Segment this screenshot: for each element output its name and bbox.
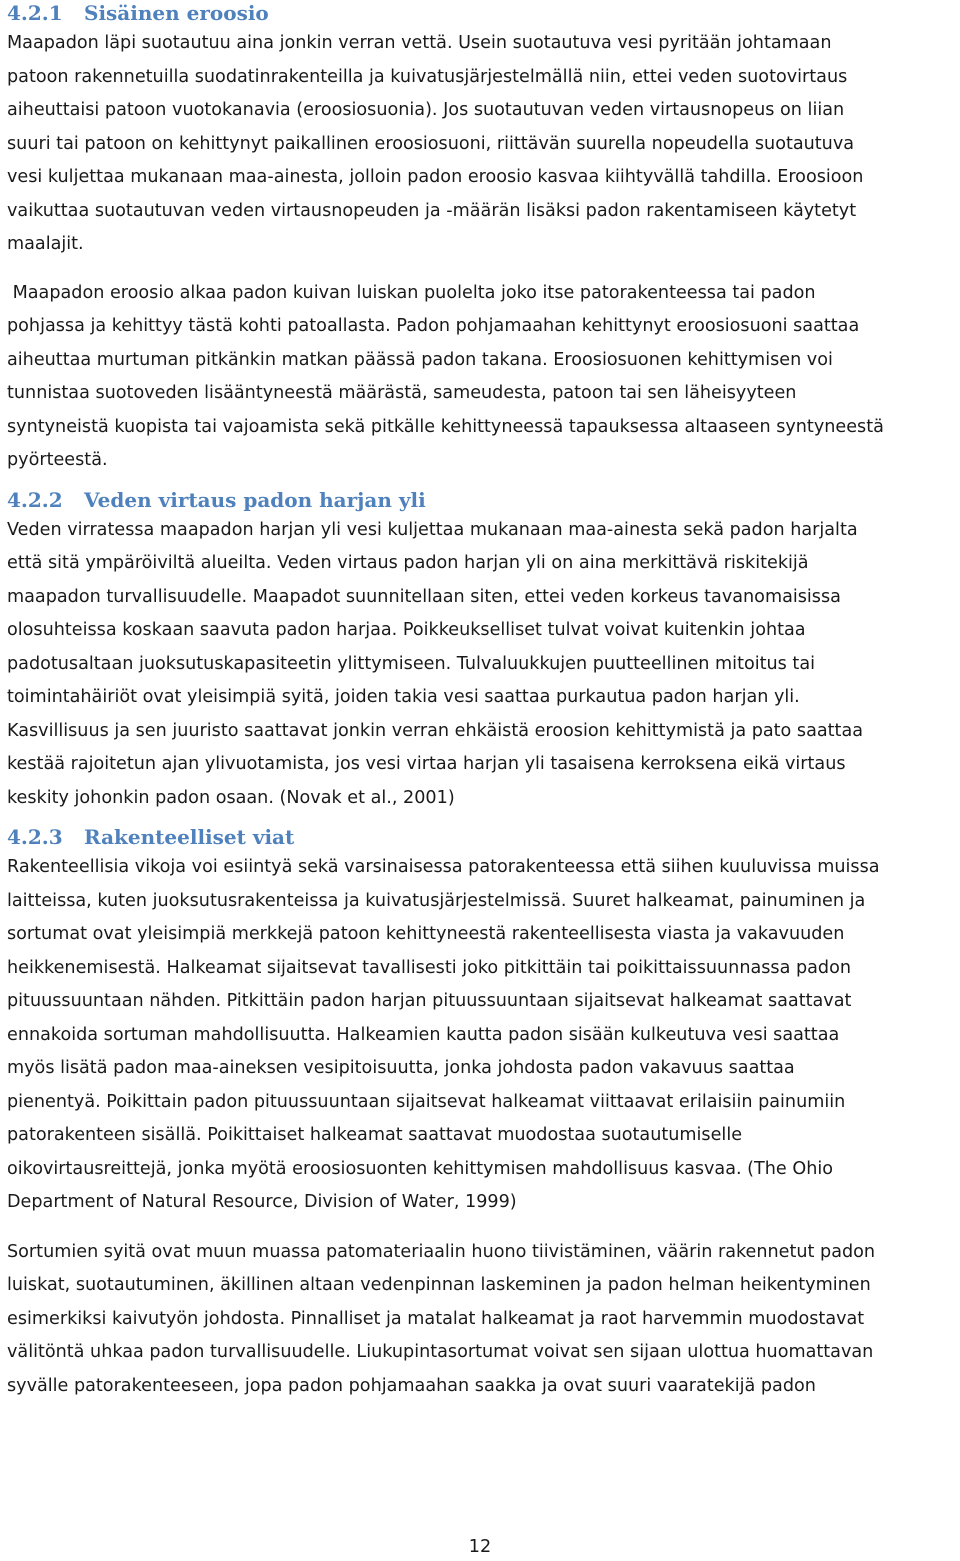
- section-number: 4.2.3: [7, 825, 63, 849]
- text-line: toimintahäiriöt ovat yleisimpiä syitä, joiden takia vesi saattaa purkautua padon harjan yli.: [7, 687, 800, 707]
- text-line: maalajit.: [7, 234, 84, 254]
- text-line: tunnistaa suotoveden lisääntyneestä määrästä, sameudesta, patoon tai sen läheisyyteen: [7, 383, 797, 403]
- text-line: Rakenteellisia vikoja voi esiintyä sekä varsinaisessa patorakenteessa että siihen kuuluvissa muissa: [7, 857, 880, 877]
- paragraph: [7, 514, 957, 816]
- text-line: heikkenemisestä. Halkeamat sijaitsevat tavallisesti joko pitkittäin tai poikittaissuunnassa padon: [7, 957, 851, 978]
- text-line: myös lisätä padon maa-aineksen vesipitoisuutta, jonka johdosta padon vakavuus saattaa: [7, 1058, 795, 1078]
- paragraph: [7, 1236, 957, 1404]
- section-heading-4-2-1: [7, 0, 957, 29]
- text-line: syntyneistä kuopista tai vajoamista sekä pitkälle kehittyneessä tapauksessa altaaseen syntyneestä: [7, 416, 884, 437]
- text-line: Kasvillisuus ja sen juuristo saattavat jonkin verran ehkäistä eroosion kehittymistä ja pato saattaa: [7, 720, 864, 741]
- section-title: Veden virtaus padon harjan yli: [84, 487, 426, 512]
- text-line: laitteissa, kuten juoksutusrakenteissa ja kuivatusjärjestelmissä. Suuret halkeamat, painuminen ja: [7, 890, 866, 911]
- text-line: aiheuttaisi patoon vuotokanavia (eroosiosuonia). Jos suotautuvan veden virtausnopeus on liian: [7, 100, 845, 120]
- text-line: pituussuuntaan nähden. Pitkittäin padon harjan pituussuuntaan sijaitsevat halkeamat saattavat: [7, 991, 852, 1011]
- text-line: Maapadon läpi suotautuu aina jonkin verran vettä. Usein suotautuva vesi pyritään johtamaan: [7, 33, 832, 53]
- section-number: 4.2.1: [7, 1, 63, 25]
- text-line: vaikuttaa suotautuvan veden virtausnopeuden ja -määrän lisäksi padon rakentamiseen käytetyt: [7, 200, 857, 221]
- text-line: vesi kuljettaa mukanaan maa-ainesta, jolloin padon eroosio kasvaa kiihtyvällä tahdilla. Eroosioon: [7, 167, 864, 187]
- document-page: [7, 0, 957, 1403]
- text-line: kestää rajoitetun ajan ylivuotamista, jos vesi virtaa harjan yli tasaisena kerroksena eikä virtaus: [7, 754, 846, 774]
- text-line: luiskat, suotautuminen, äkillinen altaan vedenpinnan laskeminen ja padon helman heikentyminen: [7, 1275, 871, 1295]
- text-line: pyörteestä.: [7, 450, 108, 470]
- text-line: patorakenteen sisällä. Poikittaiset halkeamat saattavat muodostaa suotautumiselle: [7, 1125, 743, 1145]
- text-line: Sortumien syitä ovat muun muassa patomateriaalin huono tiivistäminen, väärin rakennetut padon: [7, 1241, 876, 1262]
- text-line: patoon rakennetuilla suodatinrakenteilla ja kuivatusjärjestelmällä niin, ettei veden suotovirtaus: [7, 66, 848, 87]
- text-line: ennakoida sortuman mahdollisuutta. Halkeamien kautta padon sisään kulkeutuva vesi saattaa: [7, 1024, 840, 1045]
- section-heading-4-2-2: [7, 484, 957, 516]
- paragraph: [7, 851, 957, 1220]
- text-line: syvälle patorakenteeseen, jopa padon pohjamaahan saakka ja ovat suuri vaaratekijä padon: [7, 1375, 816, 1396]
- text-line: maapadon turvallisuudelle. Maapadot suunnitellaan siten, ettei veden korkeus tavanomaisissa: [7, 586, 841, 607]
- text-line: keskity johonkin padon osaan. (Novak et al., 2001): [7, 787, 455, 808]
- page-number: 12: [468, 1537, 492, 1557]
- text-line: Maapadon eroosio alkaa padon kuivan luiskan puolelta joko itse patorakenteessa tai padon: [7, 282, 816, 303]
- text-line: sortumat ovat yleisimpiä merkkejä patoon kehittyneestä rakenteellisesta viasta ja vakavuuden: [7, 924, 845, 944]
- section-title: Rakenteelliset viat: [84, 825, 295, 849]
- text-line: Veden virratessa maapadon harjan yli vesi kuljettaa mukanaan maa-ainesta sekä padon harjalta: [7, 519, 858, 540]
- section-number: 4.2.2: [7, 487, 63, 512]
- section-heading-4-2-3: [7, 821, 957, 853]
- text-line: pienentyä. Poikittain padon pituussuuntaan sijaitsevat halkeamat viittaavat erilaisiin painumiin: [7, 1091, 846, 1112]
- section-title: Sisäinen eroosio: [84, 1, 269, 25]
- text-line: pohjassa ja kehittyy tästä kohti patoallasta. Padon pohjamaahan kehittynyt eroosiosuoni saattaa: [7, 316, 860, 336]
- text-line: olosuhteissa koskaan saavuta padon harjaa. Poikkeukselliset tulvat voivat kuitenkin johtaa: [7, 620, 806, 640]
- text-line: välitöntä uhkaa padon turvallisuudelle. Liukupintasortumat voivat sen sijaan ulottua huomattavan: [7, 1342, 874, 1362]
- text-line: aiheuttaa murtuman pitkänkin matkan päässä padon takana. Eroosiosuonen kehittymisen voi: [7, 349, 833, 370]
- text-line: oikovirtausreittejä, jonka myötä eroosiosuonten kehittymisen mahdollisuus kasvaa. (The Ohio: [7, 1158, 834, 1179]
- paragraph: [7, 27, 957, 262]
- text-line: padotusaltaan juoksutuskapasiteetin ylittymiseen. Tulvaluukkujen puutteellinen mitoitus tai: [7, 653, 815, 674]
- text-line: suuri tai patoon on kehittynyt paikallinen eroosiosuoni, riittävän suurella nopeudella suotautuva: [7, 133, 855, 154]
- text-line: että sitä ympäröiviltä alueilta. Veden virtaus padon harjan yli on aina merkittävä riskitekijä: [7, 553, 809, 573]
- paragraph: [7, 277, 957, 478]
- text-line: esimerkiksi kaivutyön johdosta. Pinnalliset ja matalat halkeamat ja raot harvemmin muodostavat: [7, 1308, 865, 1329]
- text-line: Department of Natural Resource, Division of Water, 1999): [7, 1192, 517, 1212]
